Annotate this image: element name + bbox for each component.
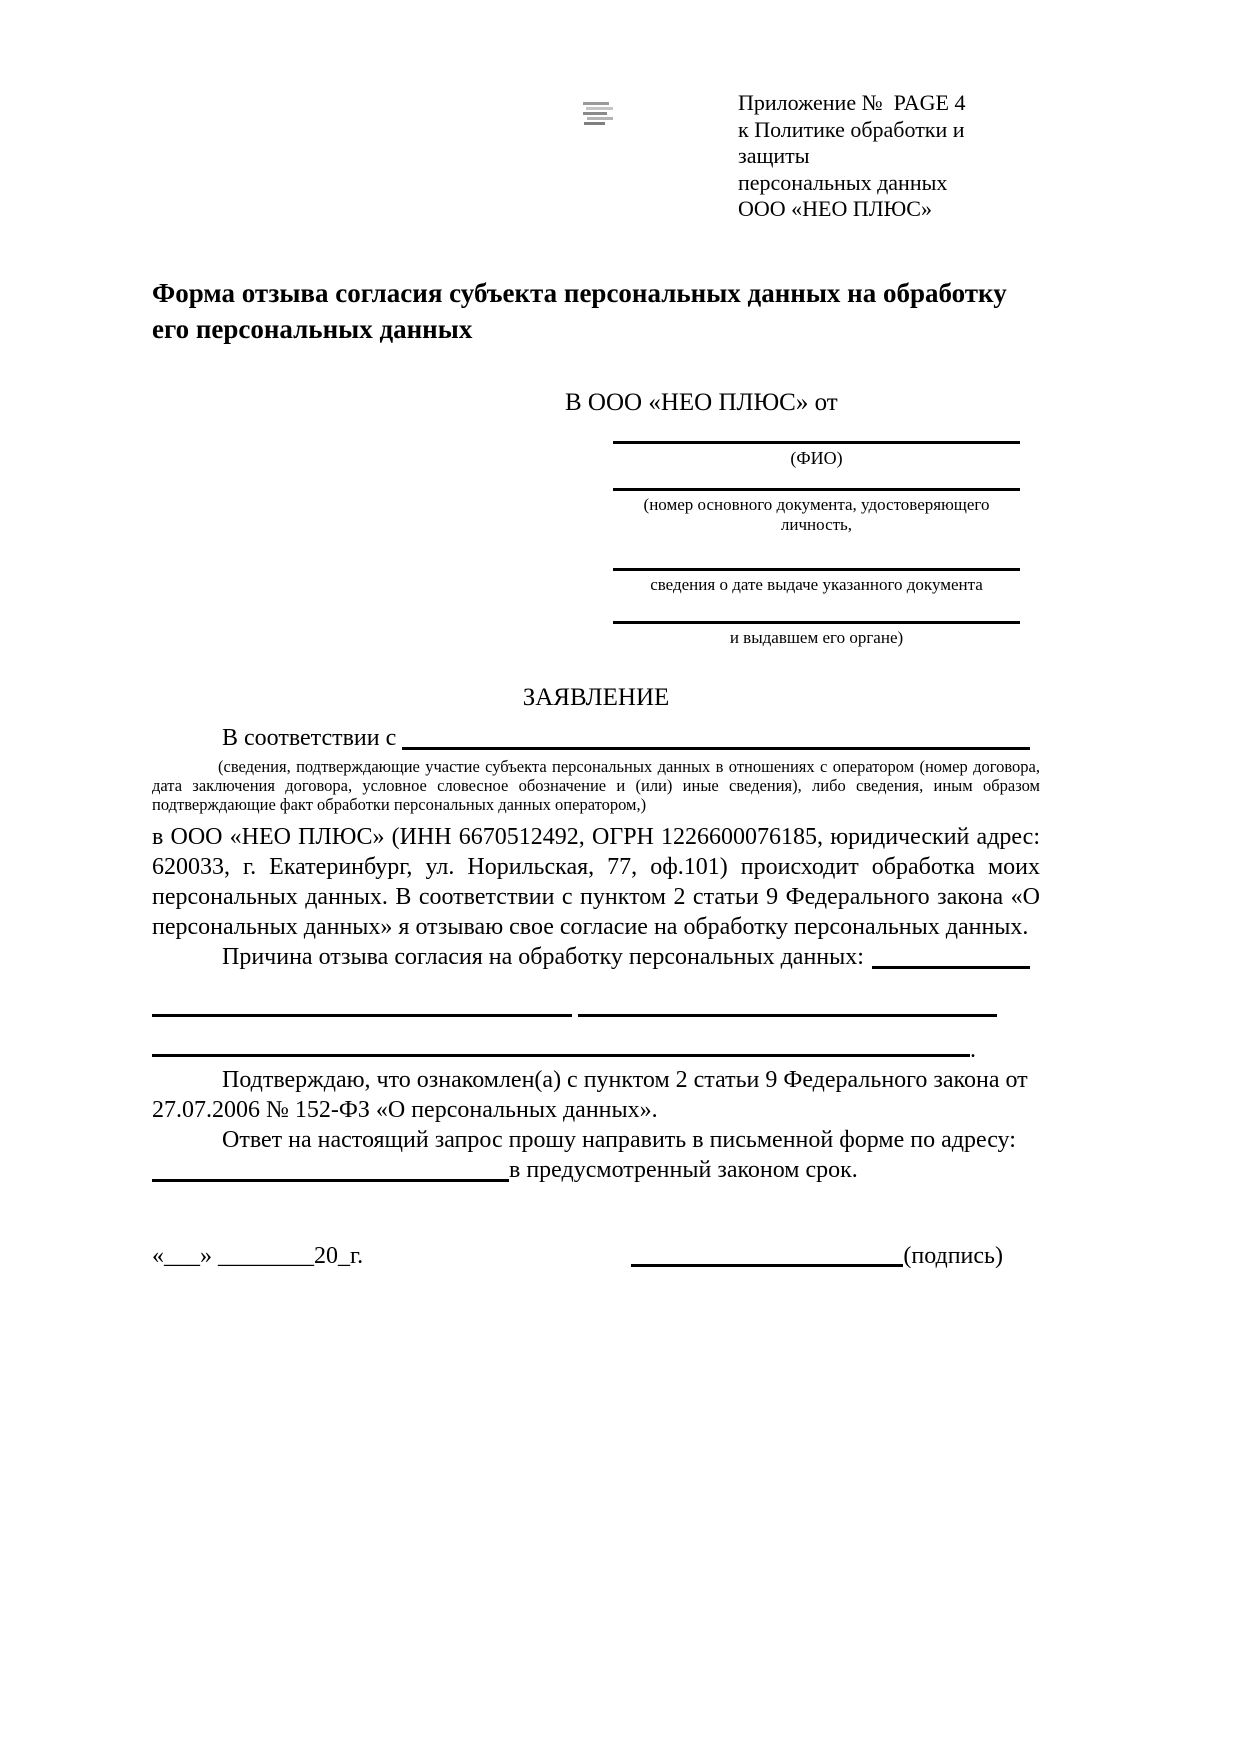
in-accordance-fill-line	[402, 747, 1030, 750]
confirmation-paragraph: Подтверждаю, что ознакомлен(а) с пунктом 2 статьи 9 Федерального закона от 27.07.2006 № 152-ФЗ «О персональных данных».	[152, 1066, 1028, 1123]
issue-date-field	[613, 568, 1020, 595]
reason-prefix: Причина отзыва согласия на обработку персональных данных:	[222, 943, 864, 970]
reply-address-line	[152, 1155, 1040, 1185]
issuing-authority-field	[613, 621, 1020, 648]
statement-body-paragraph: в ООО «НЕО ПЛЮС» (ИНН 6670512492, ОГРН 1226600076185, юридический адрес: 620033, г. Екатеринбург, ул. Норильская, 77, оф.101) происходит обработка моих персональных данных. В соответствии с пунктом 2 статьи 9 Федерального закона «О персональных данных» я отзываю свое согласие на обработку персональных данных.	[152, 823, 1040, 940]
blank-line-segment	[152, 1052, 970, 1057]
reason-blank-line-2	[152, 1036, 1040, 1063]
addressee-block	[152, 389, 1040, 648]
issuing-authority-caption: и выдавшем его органе)	[729, 627, 904, 647]
sentence-terminator: .	[970, 1036, 976, 1063]
in-accordance-line	[152, 724, 1040, 753]
document-number-caption: (номер основного документа, удостоверяющего личность,	[643, 494, 990, 534]
appendix-note-line: ООО «НЕО ПЛЮС»	[738, 196, 932, 221]
statement-heading: ЗАЯВЛЕНИЕ	[522, 683, 670, 711]
address-fill-line	[152, 1179, 509, 1182]
appendix-note-line: персональных данных	[738, 169, 948, 195]
signature-row	[152, 1241, 1040, 1271]
appendix-note	[738, 0, 1040, 223]
reason-blank-line-1	[152, 1012, 997, 1017]
reply-suffix: в предусмотренный законом срок.	[509, 1156, 858, 1183]
fine-print-note: (сведения, подтверждающие участие субъекта персональных данных в отношениях с оператором (номер договора, дата заключения договора, условное словесное обозначение и (или) иные сведения), либо сведения, иным образом подтверждающие факт обработки персональных данных оператором,)	[152, 756, 1040, 814]
date-fill-text: «___» ________20_г.	[152, 1242, 364, 1269]
blank-line-segment	[152, 1012, 572, 1017]
appendix-note-line: Приложение № PAGE 4	[738, 90, 966, 115]
reason-fill-line	[872, 966, 1030, 969]
signature-caption: (подпись)	[903, 1242, 1003, 1269]
fio-field	[613, 441, 1020, 468]
page-content	[152, 0, 1040, 1271]
document-title: Форма отзыва согласия субъекта персональных данных на обработку его персональных данных	[152, 277, 1007, 344]
appendix-note-line: к Политике обработки и защиты	[738, 116, 971, 168]
in-accordance-prefix: В соответствии с	[222, 724, 397, 751]
fio-caption: (ФИО)	[790, 447, 843, 468]
reply-request-paragraph: Ответ на настоящий запрос прошу направить в письменной форме по адресу:	[222, 1126, 1016, 1153]
document-number-field	[613, 488, 1020, 535]
reason-line	[152, 942, 1040, 972]
issue-date-caption: сведения о дате выдаче указанного документа	[650, 574, 983, 594]
blank-line-segment	[578, 1012, 998, 1017]
addressee-to-line: В ООО «НЕО ПЛЮС» от	[565, 388, 838, 416]
signature-fill-line	[631, 1264, 903, 1267]
signature-group	[631, 1241, 1003, 1271]
